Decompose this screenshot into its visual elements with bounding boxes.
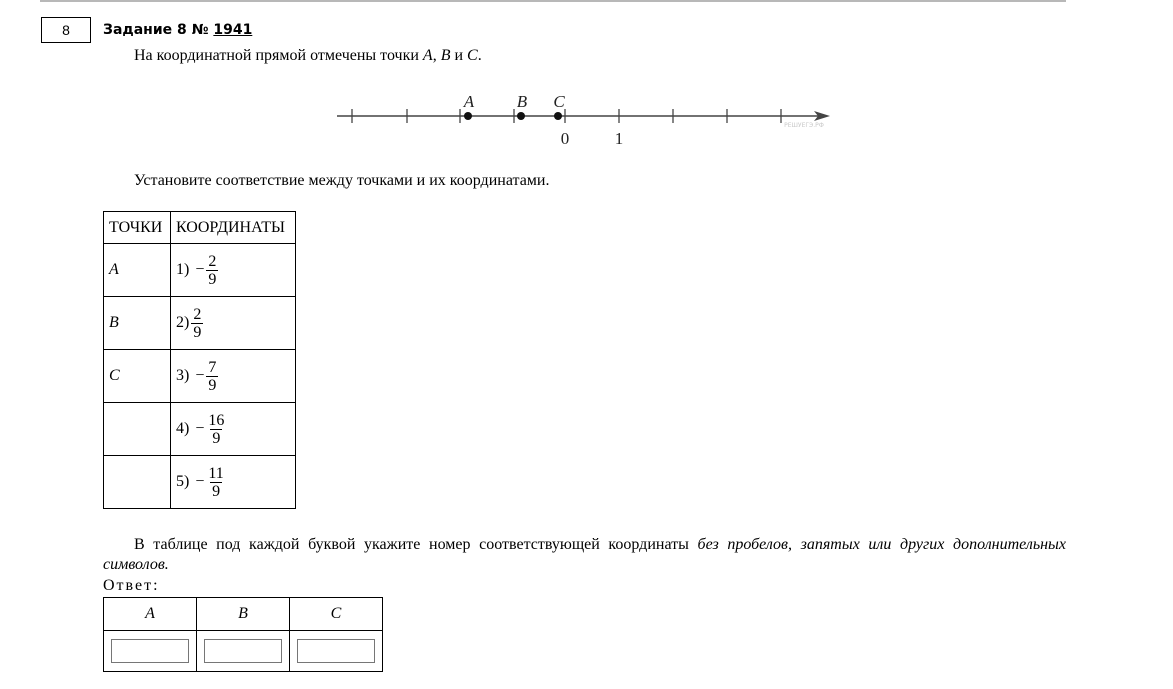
- watermark: РЕШУЕГЭ.РФ: [784, 122, 824, 129]
- option-number: 5): [176, 472, 190, 490]
- instruction-plain: В таблице под каждой буквой укажите номер соответствующей координаты: [134, 536, 698, 553]
- denominator: 9: [212, 482, 221, 500]
- option-number: 3): [176, 366, 190, 384]
- intro-end: .: [477, 47, 482, 64]
- tick-label-one: 1: [614, 129, 624, 148]
- point-c-dot: [554, 112, 562, 120]
- row-point: B: [104, 297, 171, 350]
- prompt-text: Установите соответствие между точками и их координатами.: [134, 172, 550, 189]
- answer-table-header: [104, 598, 383, 631]
- denominator: 9: [208, 270, 217, 288]
- instruction-italic: без пробелов, запятых или других дополнительных символов.: [103, 536, 1066, 573]
- task-number-box: [41, 17, 91, 43]
- row-point: A: [104, 244, 171, 297]
- table-row: [104, 244, 296, 297]
- answer-header-b: B: [197, 598, 290, 631]
- answer-input-a[interactable]: [111, 639, 189, 663]
- answer-cell: [104, 631, 197, 672]
- intro-point-b: B: [440, 47, 451, 64]
- row-coordinate: [171, 456, 296, 509]
- row-point: [104, 456, 171, 509]
- numerator: 7: [208, 358, 217, 376]
- intro-point-c: C: [467, 47, 478, 64]
- tick-label-zero: 0: [560, 129, 570, 148]
- numerator: 16: [208, 411, 225, 429]
- option-number: 2): [176, 313, 190, 331]
- option-sign: −: [195, 260, 205, 278]
- point-a-dot: [464, 112, 472, 120]
- fraction: [206, 253, 218, 288]
- number-line: [330, 88, 840, 152]
- answer-input-c[interactable]: [297, 639, 375, 663]
- matching-table: [103, 211, 296, 509]
- answer-header-a: A: [104, 598, 197, 631]
- intro-point-a: A: [422, 47, 433, 64]
- intro-text: [134, 47, 482, 65]
- header-coordinates: КООРДИНАТЫ: [171, 212, 296, 244]
- answer-header-c: C: [290, 598, 383, 631]
- denominator: 9: [208, 376, 217, 394]
- task-header: [103, 22, 252, 38]
- point-c-label: C: [553, 92, 565, 111]
- answer-input-b[interactable]: [204, 639, 282, 663]
- row-coordinate: [171, 403, 296, 456]
- fraction: [206, 465, 225, 500]
- row-coordinate: [171, 297, 296, 350]
- answer-input-row: [104, 631, 383, 672]
- numerator: 2: [193, 305, 202, 323]
- task-id-link[interactable]: 1941: [213, 22, 253, 38]
- table-row: [104, 403, 296, 456]
- option-number: 1): [176, 260, 190, 278]
- instruction-text: [103, 535, 1066, 575]
- table-row: [104, 350, 296, 403]
- table-row: [104, 456, 296, 509]
- intro-before: На координатной прямой отмечены точки: [134, 47, 423, 64]
- denominator: 9: [212, 429, 221, 447]
- answer-label: Ответ:: [103, 577, 160, 594]
- answer-table: [103, 597, 383, 672]
- numerator: 11: [208, 464, 224, 482]
- table-row: [104, 297, 296, 350]
- matching-table-header: [104, 212, 296, 244]
- header-points: ТОЧКИ: [104, 212, 171, 244]
- row-point: C: [104, 350, 171, 403]
- answer-cell: [290, 631, 383, 672]
- row-coordinate: [171, 350, 296, 403]
- answer-cell: [197, 631, 290, 672]
- numerator: 2: [208, 252, 217, 270]
- task-title: Задание 8 №: [103, 22, 214, 38]
- fraction: [206, 412, 226, 447]
- row-coordinate: [171, 244, 296, 297]
- denominator: 9: [193, 323, 202, 341]
- fraction: [191, 306, 203, 341]
- top-divider: [40, 0, 1066, 2]
- option-sign: −: [195, 472, 205, 490]
- intro-sep2: и: [450, 47, 468, 64]
- point-a-label: A: [463, 92, 475, 111]
- option-sign: −: [195, 419, 205, 437]
- option-number: 4): [176, 419, 190, 437]
- point-b-label: B: [516, 92, 528, 111]
- intro-sep1: ,: [432, 47, 441, 64]
- row-point: [104, 403, 171, 456]
- task-number: 8: [62, 22, 70, 38]
- point-b-dot: [517, 112, 525, 120]
- fraction: [206, 359, 218, 394]
- option-sign: −: [195, 366, 205, 384]
